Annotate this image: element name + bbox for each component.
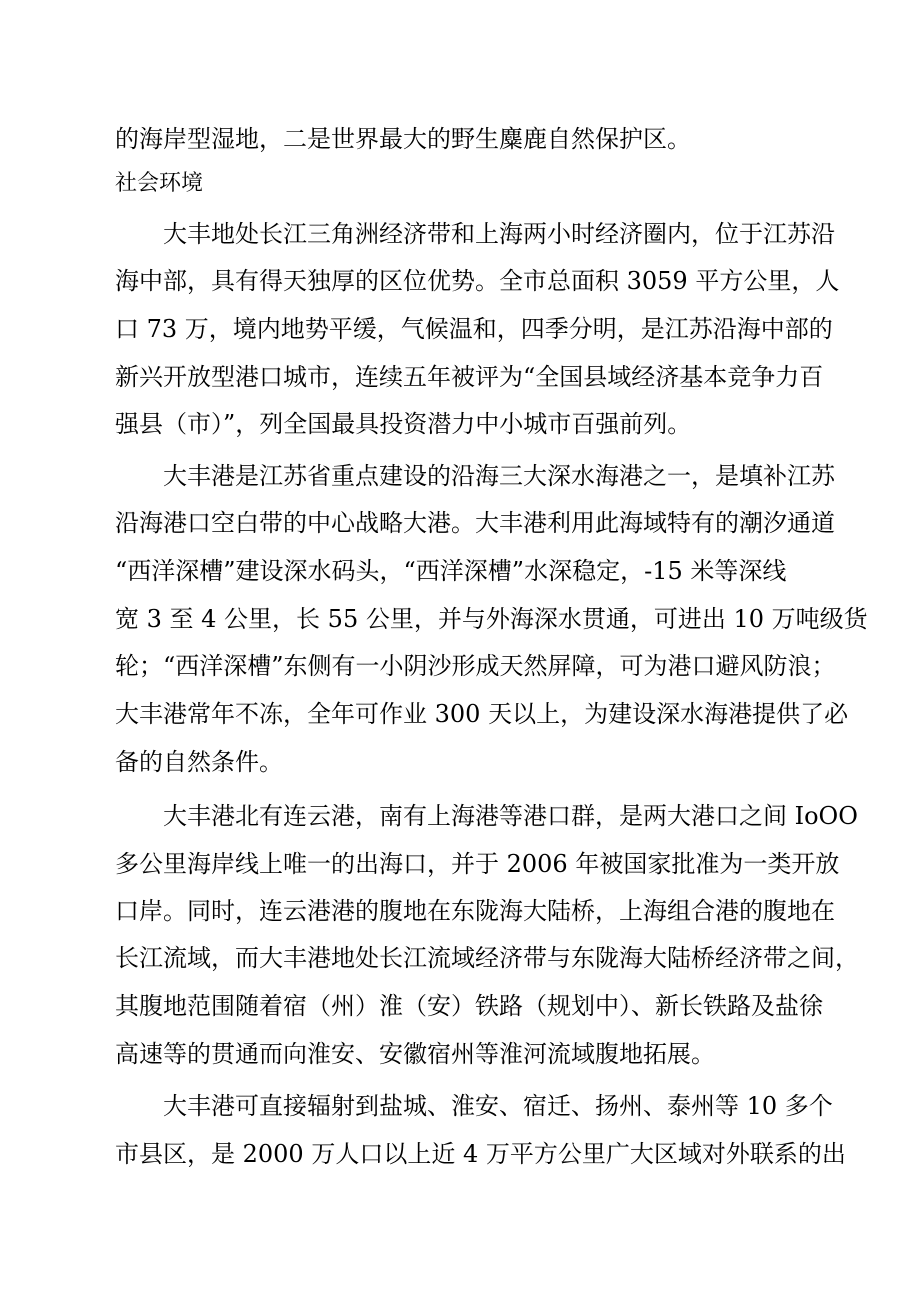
text-line: 沿海港口空白带的中心战略大港。大丰港利用此海域特有的潮汐通道 bbox=[115, 509, 835, 537]
text-line: “西洋深槽”建设深水码头，“西洋深槽”水深稳定，-15 米等深线 bbox=[115, 557, 787, 585]
text-line: 大丰港常年不冻，全年可作业 300 天以上，为建设深水海港提供了必 bbox=[115, 700, 849, 728]
section-heading: 社会环境 bbox=[115, 171, 204, 196]
text-line: 宽 3 至 4 公里，长 55 公里，并与外海深水贯通，可进出 10 万吨级货 bbox=[115, 605, 868, 633]
text-line: 大丰港北有连云港，南有上海港等港口群，是两大港口之间 IoOO bbox=[163, 802, 858, 830]
text-line: 海中部，具有得天独厚的区位优势。全市总面积 3059 平方公里，人 bbox=[115, 267, 840, 295]
text-line: 大丰地处长江三角洲经济带和上海两小时经济圈内，位于江苏沿 bbox=[163, 220, 835, 248]
text-line: 强县（市）”，列全国最具投资潜力中小城市百强前列。 bbox=[115, 410, 692, 438]
text-line: 的海岸型湿地，二是世界最大的野生麋鹿自然保护区。 bbox=[115, 125, 691, 153]
text-line: 多公里海岸线上唯一的出海口，并于 2006 年被国家批准为一类开放 bbox=[115, 850, 840, 878]
text-line: 轮；“西洋深槽”东侧有一小阴沙形成天然屏障，可为港口避风防浪； bbox=[115, 652, 836, 680]
text-line: 市县区，是 2000 万人口以上近 4 万平方公里广大区域对外联系的出 bbox=[115, 1140, 846, 1168]
text-line: 备的自然条件。 bbox=[115, 748, 283, 776]
text-line: 其腹地范围随着宿（州）淮（安）铁路（规划中）、新长铁路及盐徐 bbox=[115, 992, 823, 1020]
text-line: 大丰港可直接辐射到盐城、淮安、宿迁、扬州、泰州等 10 多个 bbox=[163, 1092, 833, 1120]
text-line: 新兴开放型港口城市，连续五年被评为“全国县域经济基本竞争力百 bbox=[115, 363, 824, 391]
text-line: 大丰港是江苏省重点建设的沿海三大深水海港之一，是填补江苏 bbox=[163, 462, 835, 490]
text-line: 口岸。同时，连云港港的腹地在东陇海大陆桥，上海组合港的腹地在 bbox=[115, 897, 835, 925]
text-line: 长江流域，而大丰港地处长江流域经济带与东陇海大陆桥经济带之间， bbox=[115, 944, 859, 972]
text-line: 口 73 万，境内地势平缓，气候温和，四季分明，是江苏沿海中部的 bbox=[115, 315, 833, 343]
text-line: 高速等的贯通而向淮安、安徽宿州等淮河流域腹地拓展。 bbox=[115, 1040, 715, 1068]
